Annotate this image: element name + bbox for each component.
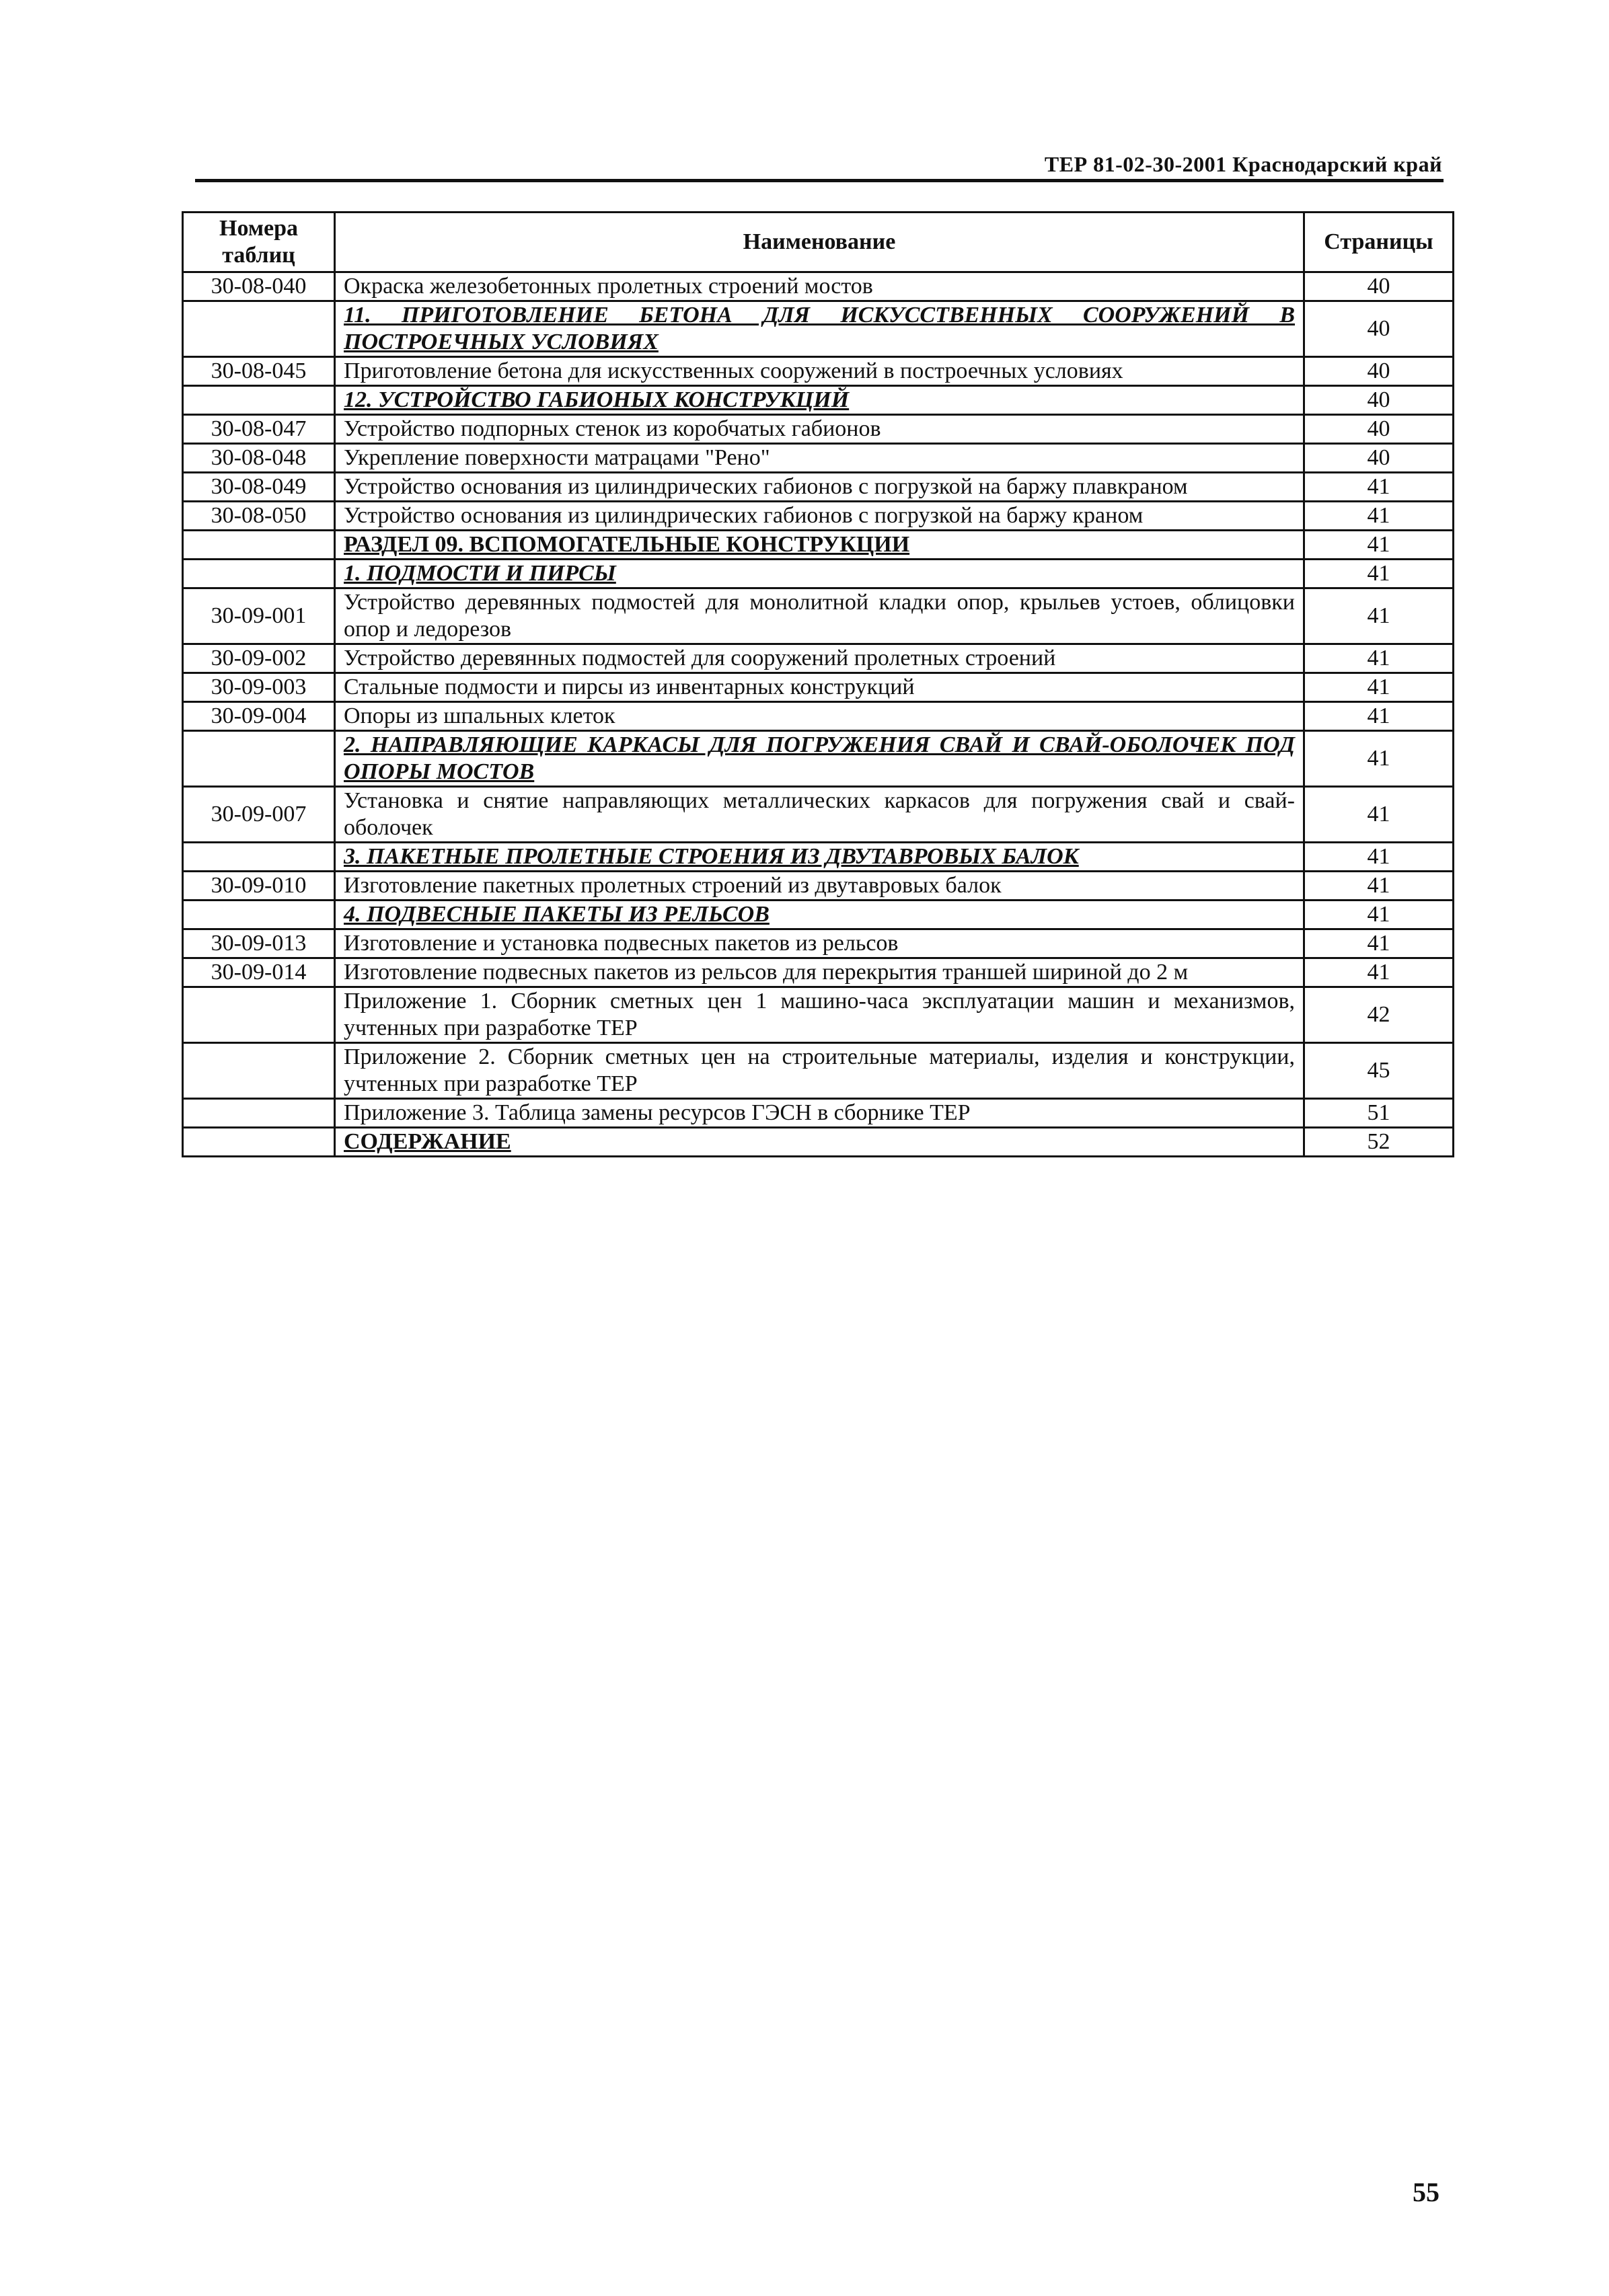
- table-number-cell: [183, 301, 335, 357]
- title-cell: [335, 386, 1304, 415]
- entry-title: РАЗДЕЛ 09. ВСПОМОГАТЕЛЬНЫЕ КОНСТРУКЦИИ: [344, 532, 910, 557]
- page-cell: 41: [1304, 502, 1454, 531]
- entry-title: Приложение 2. Сборник сметных цен на строительные материалы, изделия и конструкции, учтенных при разработке ТЕР: [344, 1044, 1295, 1096]
- entry-title: 11. ПРИГОТОВЛЕНИЕ БЕТОНА ДЛЯ ИСКУССТВЕННЫХ СООРУЖЕНИЙ В ПОСТРОЕЧНЫХ УСЛОВИЯХ: [344, 303, 1295, 354]
- title-cell: [335, 702, 1304, 731]
- entry-title: 2. НАПРАВЛЯЮЩИЕ КАРКАСЫ ДЛЯ ПОГРУЖЕНИЯ СВАЙ И СВАЙ-ОБОЛОЧЕК ПОД ОПОРЫ МОСТОВ: [344, 732, 1295, 784]
- title-cell: [335, 1128, 1304, 1157]
- page-cell: 40: [1304, 444, 1454, 473]
- title-cell: [335, 987, 1304, 1043]
- page-cell: 40: [1304, 301, 1454, 357]
- entry-title: Стальные подмости и пирсы из инвентарных конструкций: [344, 675, 915, 699]
- page-cell: 41: [1304, 531, 1454, 560]
- entry-title: Приготовление бетона для искусственных сооружений в построечных условиях: [344, 358, 1123, 383]
- table-row: [183, 644, 1454, 673]
- title-cell: [335, 1043, 1304, 1099]
- title-cell: [335, 673, 1304, 702]
- entry-title: Устройство подпорных стенок из коробчатых габионов: [344, 416, 881, 441]
- page-cell: 41: [1304, 673, 1454, 702]
- entry-title: СОДЕРЖАНИЕ: [344, 1129, 511, 1154]
- table-number-cell: [183, 1128, 335, 1157]
- page-number: 55: [1413, 2177, 1439, 2207]
- page-cell: 40: [1304, 272, 1454, 301]
- page-cell: 41: [1304, 787, 1454, 843]
- page-cell: 45: [1304, 1043, 1454, 1099]
- entry-title: Устройство основания из цилиндрических габионов с погрузкой на баржу краном: [344, 503, 1144, 528]
- entry-title: Изготовление и установка подвесных пакетов из рельсов: [344, 931, 899, 956]
- contents-table: [182, 211, 1454, 1157]
- title-cell: [335, 560, 1304, 588]
- title-cell: [335, 787, 1304, 843]
- entry-title: 1. ПОДМОСТИ И ПИРСЫ: [344, 561, 616, 586]
- entry-title: Приложение 3. Таблица замены ресурсов ГЭСН в сборнике ТЕР: [344, 1100, 971, 1125]
- table-number-cell: 30-09-013: [183, 929, 335, 958]
- page-cell: 40: [1304, 386, 1454, 415]
- page-cell: 41: [1304, 702, 1454, 731]
- page-cell: 41: [1304, 588, 1454, 644]
- page-cell: 42: [1304, 987, 1454, 1043]
- table-number-cell: [183, 386, 335, 415]
- table-row: [183, 731, 1454, 787]
- table-number-cell: [183, 987, 335, 1043]
- table-row: [183, 1043, 1454, 1099]
- table-row: [183, 415, 1454, 444]
- page-cell: 40: [1304, 357, 1454, 386]
- table-number-cell: 30-08-040: [183, 272, 335, 301]
- page-cell: 40: [1304, 415, 1454, 444]
- table-row: [183, 301, 1454, 357]
- table-number-cell: [183, 1043, 335, 1099]
- table-row: [183, 444, 1454, 473]
- entry-title: Опоры из шпальных клеток: [344, 703, 615, 728]
- title-cell: [335, 502, 1304, 531]
- table-number-cell: 30-08-048: [183, 444, 335, 473]
- title-cell: [335, 357, 1304, 386]
- table-number-cell: [183, 731, 335, 787]
- table-row: [183, 702, 1454, 731]
- entry-title: 12. УСТРОЙСТВО ГАБИОНЫХ КОНСТРУКЦИЙ: [344, 387, 850, 412]
- table-row: [183, 502, 1454, 531]
- entry-title: Устройство деревянных подмостей для сооружений пролетных строений: [344, 646, 1056, 671]
- table-row: [183, 272, 1454, 301]
- table-number-cell: [183, 1099, 335, 1128]
- table-number-cell: 30-09-002: [183, 644, 335, 673]
- table-number-cell: [183, 901, 335, 929]
- title-cell: [335, 444, 1304, 473]
- title-cell: [335, 872, 1304, 901]
- header-pages: Страницы: [1304, 213, 1454, 272]
- page-cell: 41: [1304, 872, 1454, 901]
- title-cell: [335, 473, 1304, 502]
- page-cell: 41: [1304, 929, 1454, 958]
- table-number-cell: 30-09-004: [183, 702, 335, 731]
- table-number-cell: 30-08-045: [183, 357, 335, 386]
- title-cell: [335, 1099, 1304, 1128]
- table-row: [183, 787, 1454, 843]
- title-cell: [335, 531, 1304, 560]
- page-cell: 41: [1304, 473, 1454, 502]
- entry-title: Укрепление поверхности матрацами "Рено": [344, 445, 770, 470]
- title-cell: [335, 272, 1304, 301]
- entry-title: Изготовление пакетных пролетных строений из двутавровых балок: [344, 873, 1002, 898]
- table-number-cell: 30-09-007: [183, 787, 335, 843]
- table-row: [183, 473, 1454, 502]
- entry-title: Изготовление подвесных пакетов из рельсов для перекрытия траншей шириной до 2 м: [344, 960, 1189, 985]
- page-cell: 41: [1304, 958, 1454, 987]
- page-cell: 41: [1304, 843, 1454, 872]
- table-row: [183, 872, 1454, 901]
- entry-title: Установка и снятие направляющих металлических каркасов для погружения свай и свай-оболочек: [344, 788, 1295, 840]
- table-row: [183, 531, 1454, 560]
- entry-title: Устройство деревянных подмостей для монолитной кладки опор, крыльев устоев, облицовки опор и ледорезов: [344, 590, 1295, 642]
- entry-title: Приложение 1. Сборник сметных цен 1 машино-часа эксплуатации машин и механизмов, учтенных при разработке ТЕР: [344, 989, 1295, 1040]
- table-number-cell: [183, 531, 335, 560]
- table-number-cell: [183, 843, 335, 872]
- title-cell: [335, 644, 1304, 673]
- table-row: [183, 1099, 1454, 1128]
- table-row: [183, 1128, 1454, 1157]
- table-number-cell: 30-08-050: [183, 502, 335, 531]
- table-number-cell: 30-08-047: [183, 415, 335, 444]
- entry-title: 4. ПОДВЕСНЫЕ ПАКЕТЫ ИЗ РЕЛЬСОВ: [344, 902, 770, 927]
- title-cell: [335, 843, 1304, 872]
- title-cell: [335, 731, 1304, 787]
- title-cell: [335, 415, 1304, 444]
- table-row: [183, 673, 1454, 702]
- table-row: [183, 843, 1454, 872]
- table-number-cell: 30-09-001: [183, 588, 335, 644]
- table-number-cell: 30-08-049: [183, 473, 335, 502]
- entry-title: Окраска железобетонных пролетных строений мостов: [344, 274, 873, 299]
- table-row: [183, 958, 1454, 987]
- table-row: [183, 588, 1454, 644]
- contents-table-body: [183, 272, 1454, 1157]
- title-cell: [335, 929, 1304, 958]
- table-row: [183, 560, 1454, 588]
- title-cell: [335, 301, 1304, 357]
- page-cell: 41: [1304, 560, 1454, 588]
- page-cell: 41: [1304, 644, 1454, 673]
- page-cell: 41: [1304, 901, 1454, 929]
- table-number-cell: [183, 560, 335, 588]
- title-cell: [335, 958, 1304, 987]
- page-cell: 41: [1304, 731, 1454, 787]
- title-cell: [335, 901, 1304, 929]
- table-number-cell: 30-09-010: [183, 872, 335, 901]
- title-cell: [335, 588, 1304, 644]
- document-header: ТЕР 81-02-30-2001 Краснодарский край: [1044, 152, 1442, 176]
- table-row: [183, 929, 1454, 958]
- page-cell: 51: [1304, 1099, 1454, 1128]
- entry-title: Устройство основания из цилиндрических габионов с погрузкой на баржу плавкраном: [344, 474, 1188, 499]
- entry-title: 3. ПАКЕТНЫЕ ПРОЛЕТНЫЕ СТРОЕНИЯ ИЗ ДВУТАВРОВЫХ БАЛОК: [344, 844, 1079, 869]
- header-table-numbers: Номера таблиц: [183, 213, 335, 272]
- header-name: Наименование: [335, 213, 1304, 272]
- table-number-cell: 30-09-014: [183, 958, 335, 987]
- table-row: [183, 386, 1454, 415]
- table-row: [183, 357, 1454, 386]
- table-row: [183, 901, 1454, 929]
- header-rule: [195, 179, 1444, 182]
- table-number-cell: 30-09-003: [183, 673, 335, 702]
- page-cell: 52: [1304, 1128, 1454, 1157]
- table-row: [183, 987, 1454, 1043]
